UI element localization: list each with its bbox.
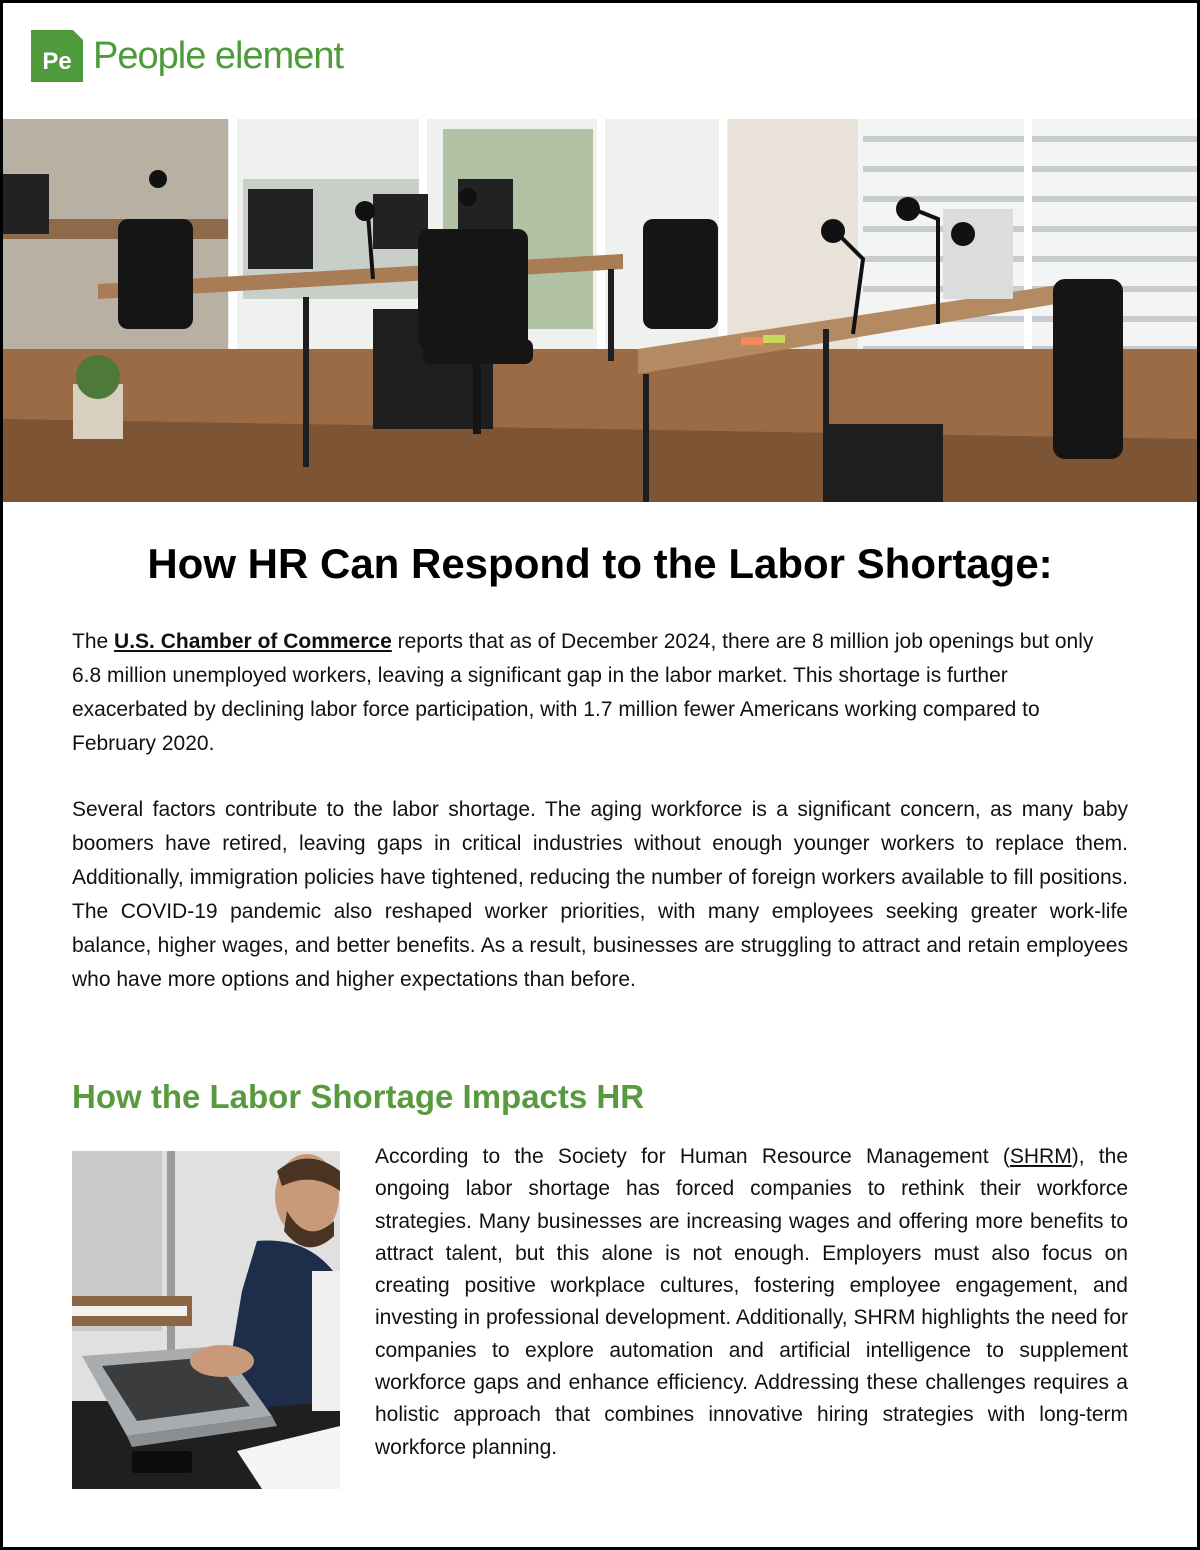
office-hero-image <box>3 119 1197 502</box>
section-rest: ), the ongoing labor shortage has forced companies to rethink their workforce strategies. Many businesses are increasing wages and offering more benefits to attract talent, but this alone is not enough. Employers must also focus on creating positive workplace cultures, fostering employee engagement, and investing in professional development. Additionally, SHRM highlights the need for companies to explore automation and artificial intelligence to supplement workforce gaps and enhance efficiency. Addressing these challenges requires a holistic approach that combines innovative hiring strategies with long-term workforce planning. <box>375 1145 1129 1459</box>
man-laptop-photo <box>72 1151 340 1489</box>
section-heading: How the Labor Shortage Impacts HR <box>72 1078 645 1115</box>
factors-paragraph: Several factors contribute to the labor shortage. The aging workforce is a significant concern, as many baby boomers have retired, leaving gaps in critical industries without enough younger workers to replace them. Additionally, immigration policies have tightened, reducing the number of foreign workers available to fill positions. The COVID-19 pandemic also reshaped worker priorities, with many employees seeking greater work-life balance, higher wages, and better benefits. As a result, businesses are struggling to attract and retain employees who have more options and higher expectations than before. <box>72 798 1128 991</box>
us-chamber-link[interactable]: U.S. Chamber of Commerce <box>114 630 392 653</box>
intro-lead: The <box>72 630 115 653</box>
intro-rest: reports that as of December 2024, there are 8 million job openings but only 6.8 million unemployed workers, leaving a significant gap in the labor market. This shortage is further exacerbated by declining labor force participation, with 1.7 million fewer Americans working compared to February 2020. <box>72 630 1094 755</box>
page-title: How HR Can Respond to the Labor Shortage: <box>147 540 1053 587</box>
logo-wordmark: People element <box>93 34 344 77</box>
brand-logo[interactable] <box>31 30 343 82</box>
section-lead: According to the Society for Human Resource Management ( <box>375 1145 1010 1168</box>
logo-mark: Pe <box>31 30 83 82</box>
intro-paragraph <box>72 625 1128 761</box>
hr-impact-paragraph <box>375 1141 1128 1464</box>
shrm-link[interactable]: SHRM <box>1009 1145 1072 1168</box>
